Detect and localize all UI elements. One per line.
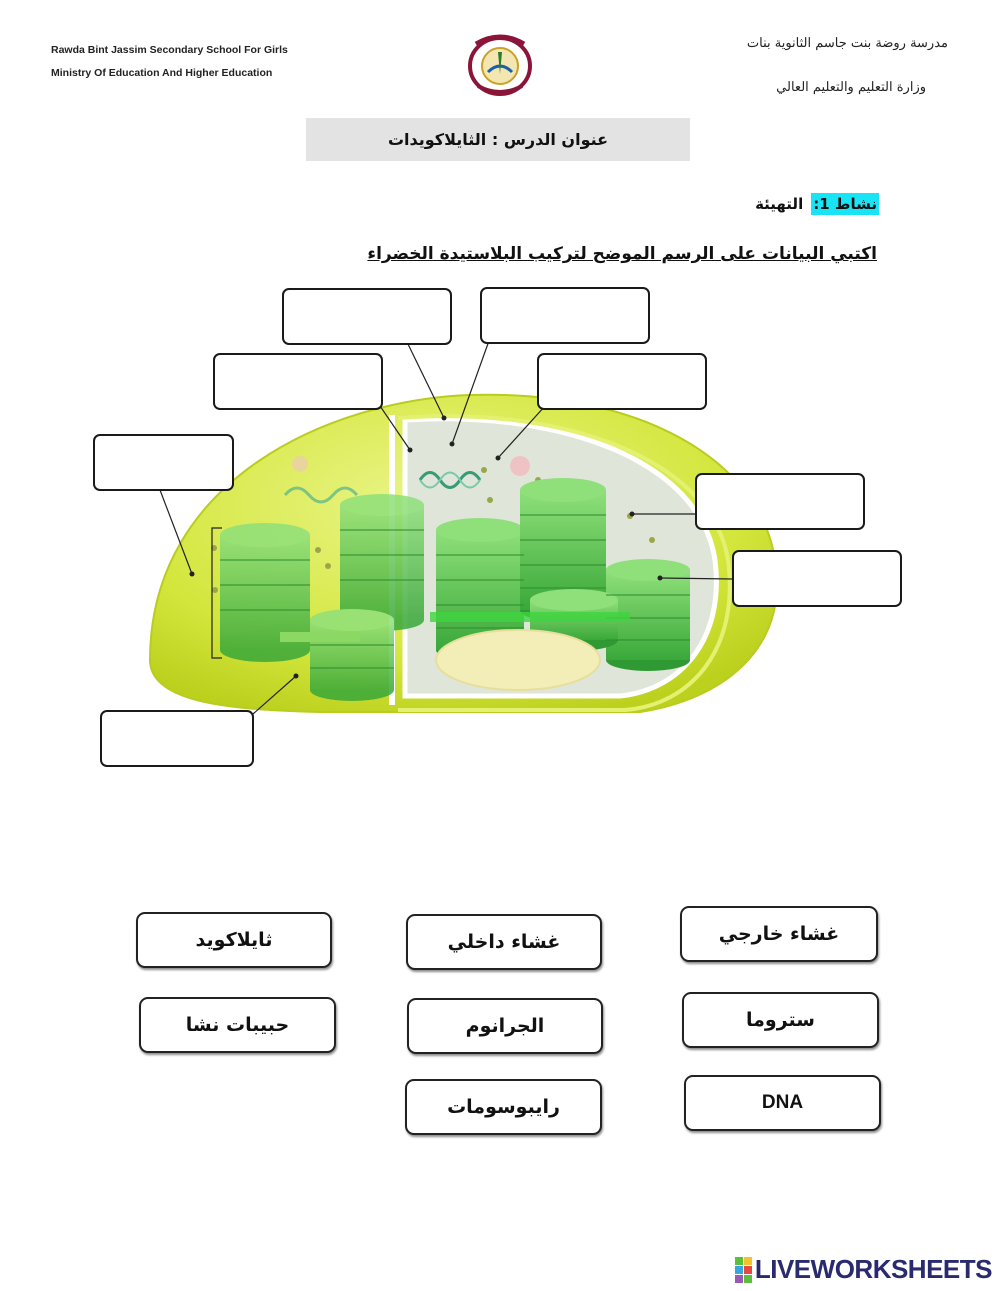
instruction-text: اكتبي البيانات على الرسم الموضح لتركيب البلاستيدة الخضراء xyxy=(367,244,877,264)
granum-stack xyxy=(310,609,394,701)
label-box-1[interactable] xyxy=(282,288,452,345)
activity-number: نشاط 1: xyxy=(813,195,877,213)
brand-text: LIVEWORKSHEETS xyxy=(754,1254,992,1284)
starch-granule xyxy=(436,630,600,690)
word-card-outer-membrane[interactable]: غشاء خارجي xyxy=(680,906,878,962)
word-card-ribosomes[interactable]: رايبوسومات xyxy=(405,1079,602,1135)
school-name-en: Rawda Bint Jassim Secondary School For Girls xyxy=(51,44,288,56)
brand-blocks-icon xyxy=(735,1257,752,1283)
word-card-starch-granules[interactable]: حبيبات نشا xyxy=(139,997,336,1053)
word-card-granum[interactable]: الجرانوم xyxy=(407,998,603,1054)
ministry-name-ar: وزارة التعليم والتعليم العالي xyxy=(776,80,926,95)
word-card-stroma[interactable]: ستروما xyxy=(682,992,879,1048)
qatar-emblem-icon xyxy=(460,30,540,98)
activity-heading xyxy=(755,193,879,215)
lesson-title: عنوان الدرس : الثايلاكويدات xyxy=(306,118,690,161)
ministry-name-en: Ministry Of Education And Higher Education xyxy=(51,67,273,79)
label-box-3[interactable] xyxy=(213,353,383,410)
label-box-2[interactable] xyxy=(480,287,650,344)
label-box-4[interactable] xyxy=(537,353,707,410)
label-box-8[interactable] xyxy=(100,710,254,767)
word-card-dna[interactable]: DNA xyxy=(684,1075,881,1131)
school-name-ar: مدرسة روضة بنت جاسم الثانوية بنات xyxy=(746,36,948,51)
word-card-thylakoid[interactable]: ثايلاكويد xyxy=(136,912,332,968)
liveworksheets-logo xyxy=(735,1254,992,1285)
word-card-inner-membrane[interactable]: غشاء داخلي xyxy=(406,914,602,970)
activity-name: التهيئة xyxy=(755,195,804,213)
label-box-5[interactable] xyxy=(93,434,234,491)
label-box-7[interactable] xyxy=(732,550,902,607)
label-box-6[interactable] xyxy=(695,473,865,530)
